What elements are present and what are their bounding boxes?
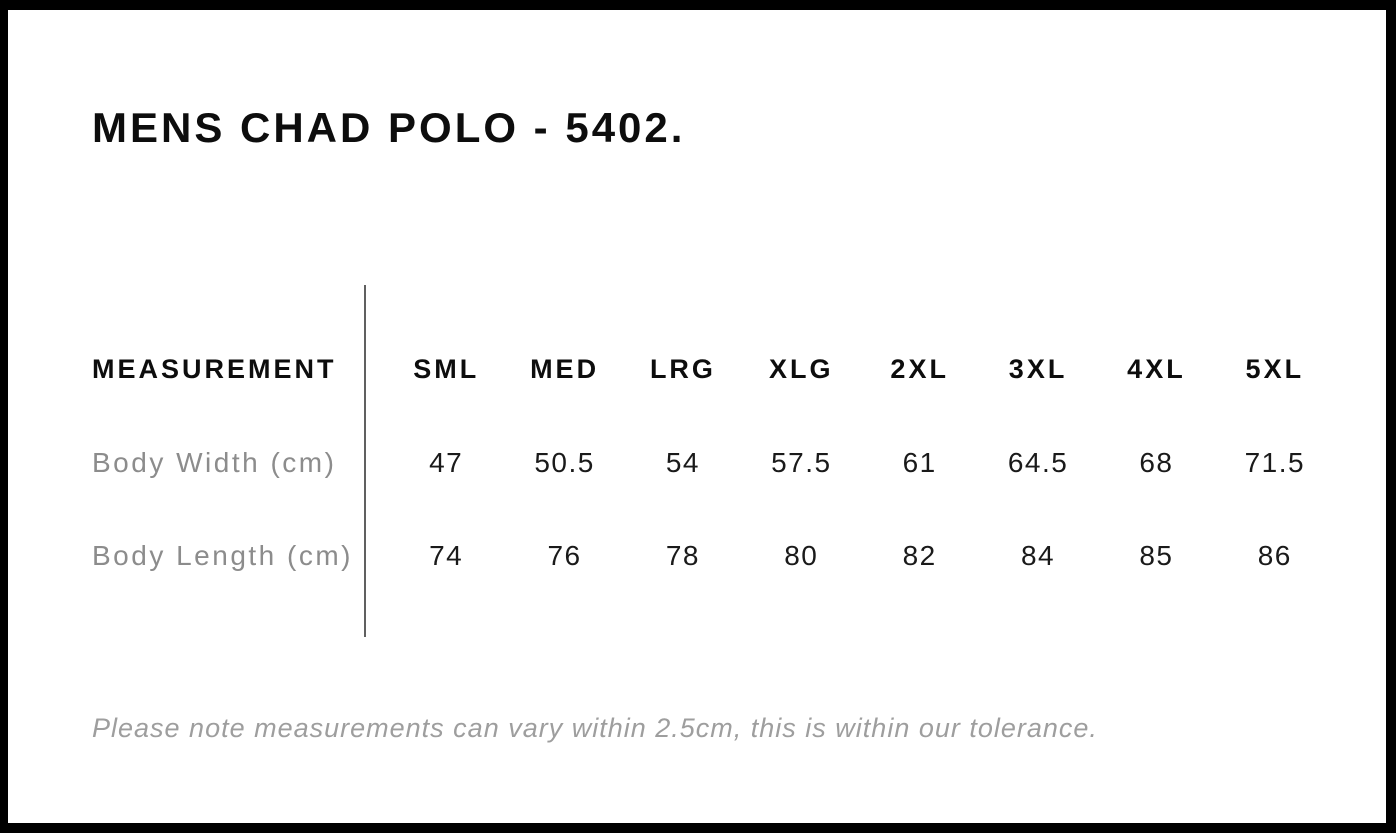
size-column-header-2xl: 2XL bbox=[890, 354, 949, 384]
body-length-value-4xl: 85 bbox=[1139, 539, 1174, 571]
body-width-value-4xl: 68 bbox=[1139, 446, 1174, 478]
size-column-header-med: MED bbox=[530, 354, 600, 384]
row-label-body-width: Body Width (cm) bbox=[92, 446, 337, 478]
size-column-header-xlg: XLG bbox=[769, 354, 834, 384]
body-length-value-xlg: 80 bbox=[784, 539, 819, 571]
size-chart-table bbox=[92, 323, 1334, 602]
body-width-value-med: 50.5 bbox=[534, 446, 595, 478]
body-width-value-xlg: 57.5 bbox=[771, 446, 832, 478]
body-length-value-3xl: 84 bbox=[1020, 539, 1056, 571]
body-length-value-med: 76 bbox=[547, 539, 582, 571]
body-length-value-sml: 74 bbox=[429, 539, 464, 571]
size-column-header-4xl: 4XL bbox=[1127, 354, 1186, 384]
body-width-value-sml: 47 bbox=[429, 446, 464, 478]
size-column-header-3xl: 3XL bbox=[1008, 354, 1068, 384]
body-width-value-3xl: 64.5 bbox=[1007, 446, 1069, 478]
body-width-value-2xl: 61 bbox=[902, 446, 937, 478]
size-column-header-lrg: LRG bbox=[649, 354, 716, 384]
body-length-value-2xl: 82 bbox=[902, 539, 937, 571]
body-width-value-5xl: 71.5 bbox=[1244, 446, 1306, 478]
size-column-header-5xl: 5XL bbox=[1245, 354, 1305, 384]
body-length-value-lrg: 78 bbox=[665, 539, 701, 571]
size-column-header-sml: SML bbox=[413, 354, 480, 384]
row-label-body-length: Body Length (cm) bbox=[92, 539, 353, 571]
body-length-value-5xl: 86 bbox=[1257, 539, 1292, 571]
page-title: MENS CHAD POLO - 5402. bbox=[92, 104, 686, 151]
measurement-column-header: MEASUREMENT bbox=[92, 354, 337, 384]
tolerance-note: Please note measurements can vary within 2.5cm, this is within our tolerance. bbox=[92, 713, 1098, 743]
body-width-value-lrg: 54 bbox=[665, 446, 701, 478]
